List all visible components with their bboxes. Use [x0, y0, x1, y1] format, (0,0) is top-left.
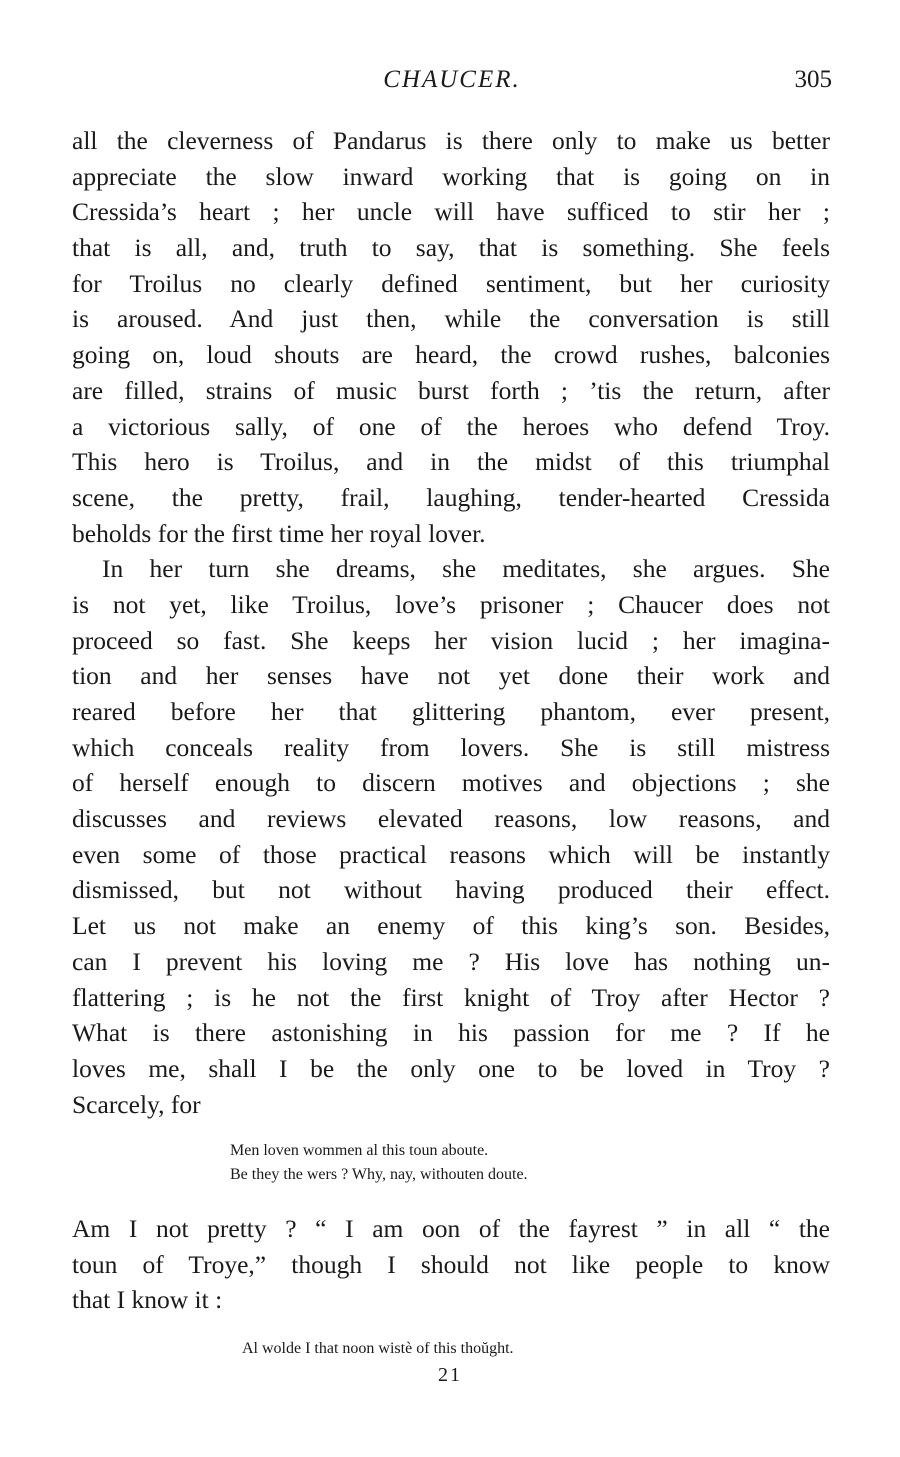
page-number: 305: [794, 66, 832, 93]
text-line: that is all, and, truth to say, that is something. She feels: [72, 233, 830, 263]
text-line: proceed so fast. She keeps her vision lucid ; her imagina-: [72, 625, 830, 655]
text-line: reared before her that glittering phantom, ever present,: [72, 697, 830, 726]
text-line: going on, loud shouts are heard, the crowd rushes, balconies: [72, 340, 830, 370]
text-line: Scarcely, for: [72, 1089, 201, 1119]
verse-quotation-2: [242, 1337, 514, 1361]
text-line: loves me, shall I be the only one to be loved in Troy ?: [72, 1053, 830, 1083]
verse-line: Men loven wommen al this toun aboute.: [230, 1142, 489, 1159]
text-line: flattering ; is he not the first knight of Troy after Hector ?: [72, 982, 830, 1012]
running-head: [72, 66, 832, 102]
text-line: dismissed, but not without having produced their effect.: [72, 875, 830, 905]
text-line: discusses and reviews elevated reasons, low reasons, and: [72, 804, 830, 834]
text-line: beholds for the first time her royal lover.: [72, 518, 486, 548]
text-line: What is there astonishing in his passion for me ? If he: [72, 1018, 830, 1048]
body-text: [72, 123, 830, 1122]
text-line: that I know it :: [72, 1285, 223, 1315]
text-line: tion and her senses have not yet done their work and: [72, 661, 830, 691]
text-line: are filled, strains of music burst forth ; ’tis the return, after: [72, 375, 830, 405]
text-line: is not yet, like Troilus, love’s prisoner ; Chaucer does not: [72, 589, 830, 619]
text-line: In her turn she dreams, she meditates, she argues. She: [102, 554, 830, 584]
verse-line: Be they the wers ? Why, nay, withouten doute.: [230, 1166, 528, 1183]
text-line: all the cleverness of Pandarus is there only to make us better: [72, 126, 830, 155]
paragraph-1: [72, 123, 830, 551]
text-line: Let us not make an enemy of this king’s son. Besides,: [72, 911, 830, 941]
text-line: can I prevent his loving me ? His love has nothing un-: [72, 946, 830, 976]
text-line: This hero is Troilus, and in the midst of this triumphal: [72, 447, 830, 477]
verse-quotation-1: [230, 1139, 528, 1187]
running-title: CHAUCER.: [383, 66, 521, 93]
text-line: even some of those practical reasons which will be instantly: [72, 839, 830, 869]
text-line: a victorious sally, of one of the heroes who defend Troy.: [72, 411, 830, 441]
text-line: is aroused. And just then, while the conversation is still: [72, 304, 830, 334]
text-line: Cressida’s heart ; her uncle will have sufficed to stir her ;: [72, 197, 830, 227]
text-line: toun of Troye,” though I should not like people to know: [72, 1249, 830, 1279]
text-line: of herself enough to discern motives and objections ; she: [72, 768, 830, 798]
signature-mark: 21: [438, 1364, 462, 1386]
verse-line: Al wolde I that noon wistè of this thoŭght.: [242, 1340, 514, 1357]
text-line: scene, the pretty, frail, laughing, tender-hearted Cressida: [72, 482, 830, 512]
text-line: which conceals reality from lovers. She is still mistress: [72, 732, 830, 762]
text-line: Am I not pretty ? “ I am oon of the fayrest ” in all “ the: [72, 1214, 830, 1243]
text-line: for Troilus no clearly defined sentiment, but her curiosity: [72, 268, 830, 298]
paragraph-3: [72, 1211, 830, 1318]
paragraph-2: [72, 551, 830, 1122]
text-line: appreciate the slow inward working that is going on in: [72, 161, 830, 191]
